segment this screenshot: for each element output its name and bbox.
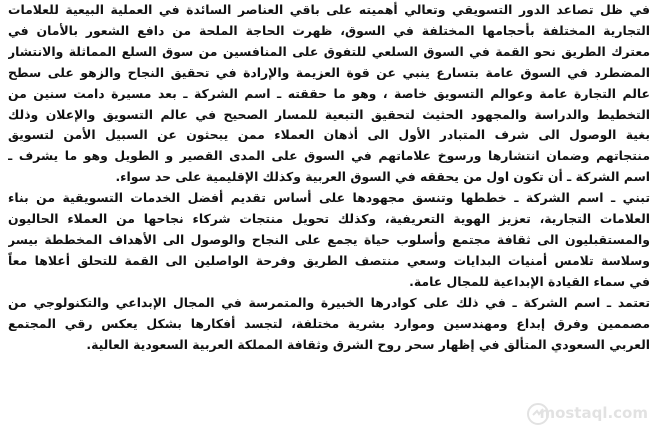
text-line: تعتمد ـ اسم الشركة ـ في ذلك على كوادرها الخبيرة والمتمرسة في المجال الإبداعي والتكنولوجي من	[8, 294, 650, 310]
text-line: المضطرد في السوق عامة بتسارع ينبي عن قوة العزيمة والإرادة في تحقيق النجاح والزهو على سطح	[8, 64, 650, 80]
text-line: تبني ـ اسم الشركة ـ خططها وتنسق مجهودها على أساس تقديم أفضل الخدمات التسويقية من بناء	[8, 190, 650, 206]
text-line: منتجاتهم وضمان انتشارها ورسوخ علاماتهم في السوق على المدى القصير و الطويل وهو ما يشرف ـ	[8, 148, 650, 164]
text-line: العربي السعودي المتألق في إظهار سحر روح الشرق وثقافة المملكة العربية السعودية العالية.	[86, 336, 650, 352]
text-line: وسلاسة تلامس أمنيات البدايات وسعي منتصف الطريق وفرحة الواصلين الى القمة للتحلق أعلاها معاً	[8, 252, 650, 268]
text-line: معترك الطريق نحو القمة في السوق السلعي للتفوق على المنافسين من سوق السلع المماثلة والانتشار	[8, 43, 650, 59]
text-line: في ظل تصاعد الدور التسويقي وتعالي أهميته على باقي العناصر السائدة في العملية البيعية للعلامات	[8, 2, 650, 17]
text-line: في سماء القيادة الإبداعية للمجال عامة.	[409, 273, 650, 289]
text-line: والمستقبليون الى ثقافة مجتمع وأسلوب حياة يجمع على النجاح والوصول الى الأهداف المخططة بيسر	[8, 231, 650, 247]
document-body	[8, 0, 650, 434]
paragraph-intro	[8, 0, 650, 188]
text-line: التخطيط والدراسة والمجهود الحثيث لتحقيق التبعية للمسار الصحيح في عالم التسويق والإعلان وذلك	[8, 106, 650, 122]
watermark-logo	[508, 400, 648, 430]
text-line: مصممين وفرق إبداع ومهندسين وموارد بشرية مختلفة، لتجسد أفكارها بشكل يعكس رقي المجتمع	[8, 315, 650, 331]
text-line: اسم الشركة ـ أن تكون اول من يحققه في السوق العربية وكذلك الإقليمية على حد سواء.	[115, 169, 650, 185]
text-line: عالم التجارة عامة وعوالم التسويق خاصة ، وهو ما حققته ـ اسم الشركة ـ بعد مسيرة دامت سنين من	[8, 85, 650, 101]
text-line: العلامات التجارية، تعزيز الهوية التعريفية، وكذلك تحويل منتجات شركاء نجاحها من العملاء الحاليون	[8, 211, 650, 227]
watermark-logo-text: mostaql.com	[539, 404, 648, 422]
paragraph-team	[8, 293, 650, 356]
text-line: بغية الوصول الى شرف المتبادر الأول الى أذهان العملاء ممن يبحثون عن السبيل الأمن لتسويق	[8, 127, 650, 143]
paragraph-services	[8, 188, 650, 293]
text-line: التجارية المختلفة بأحجامها المختلفة في السوق، ظهرت الحاجة الملحة من دافع الشعور بالأمان في	[8, 22, 650, 38]
